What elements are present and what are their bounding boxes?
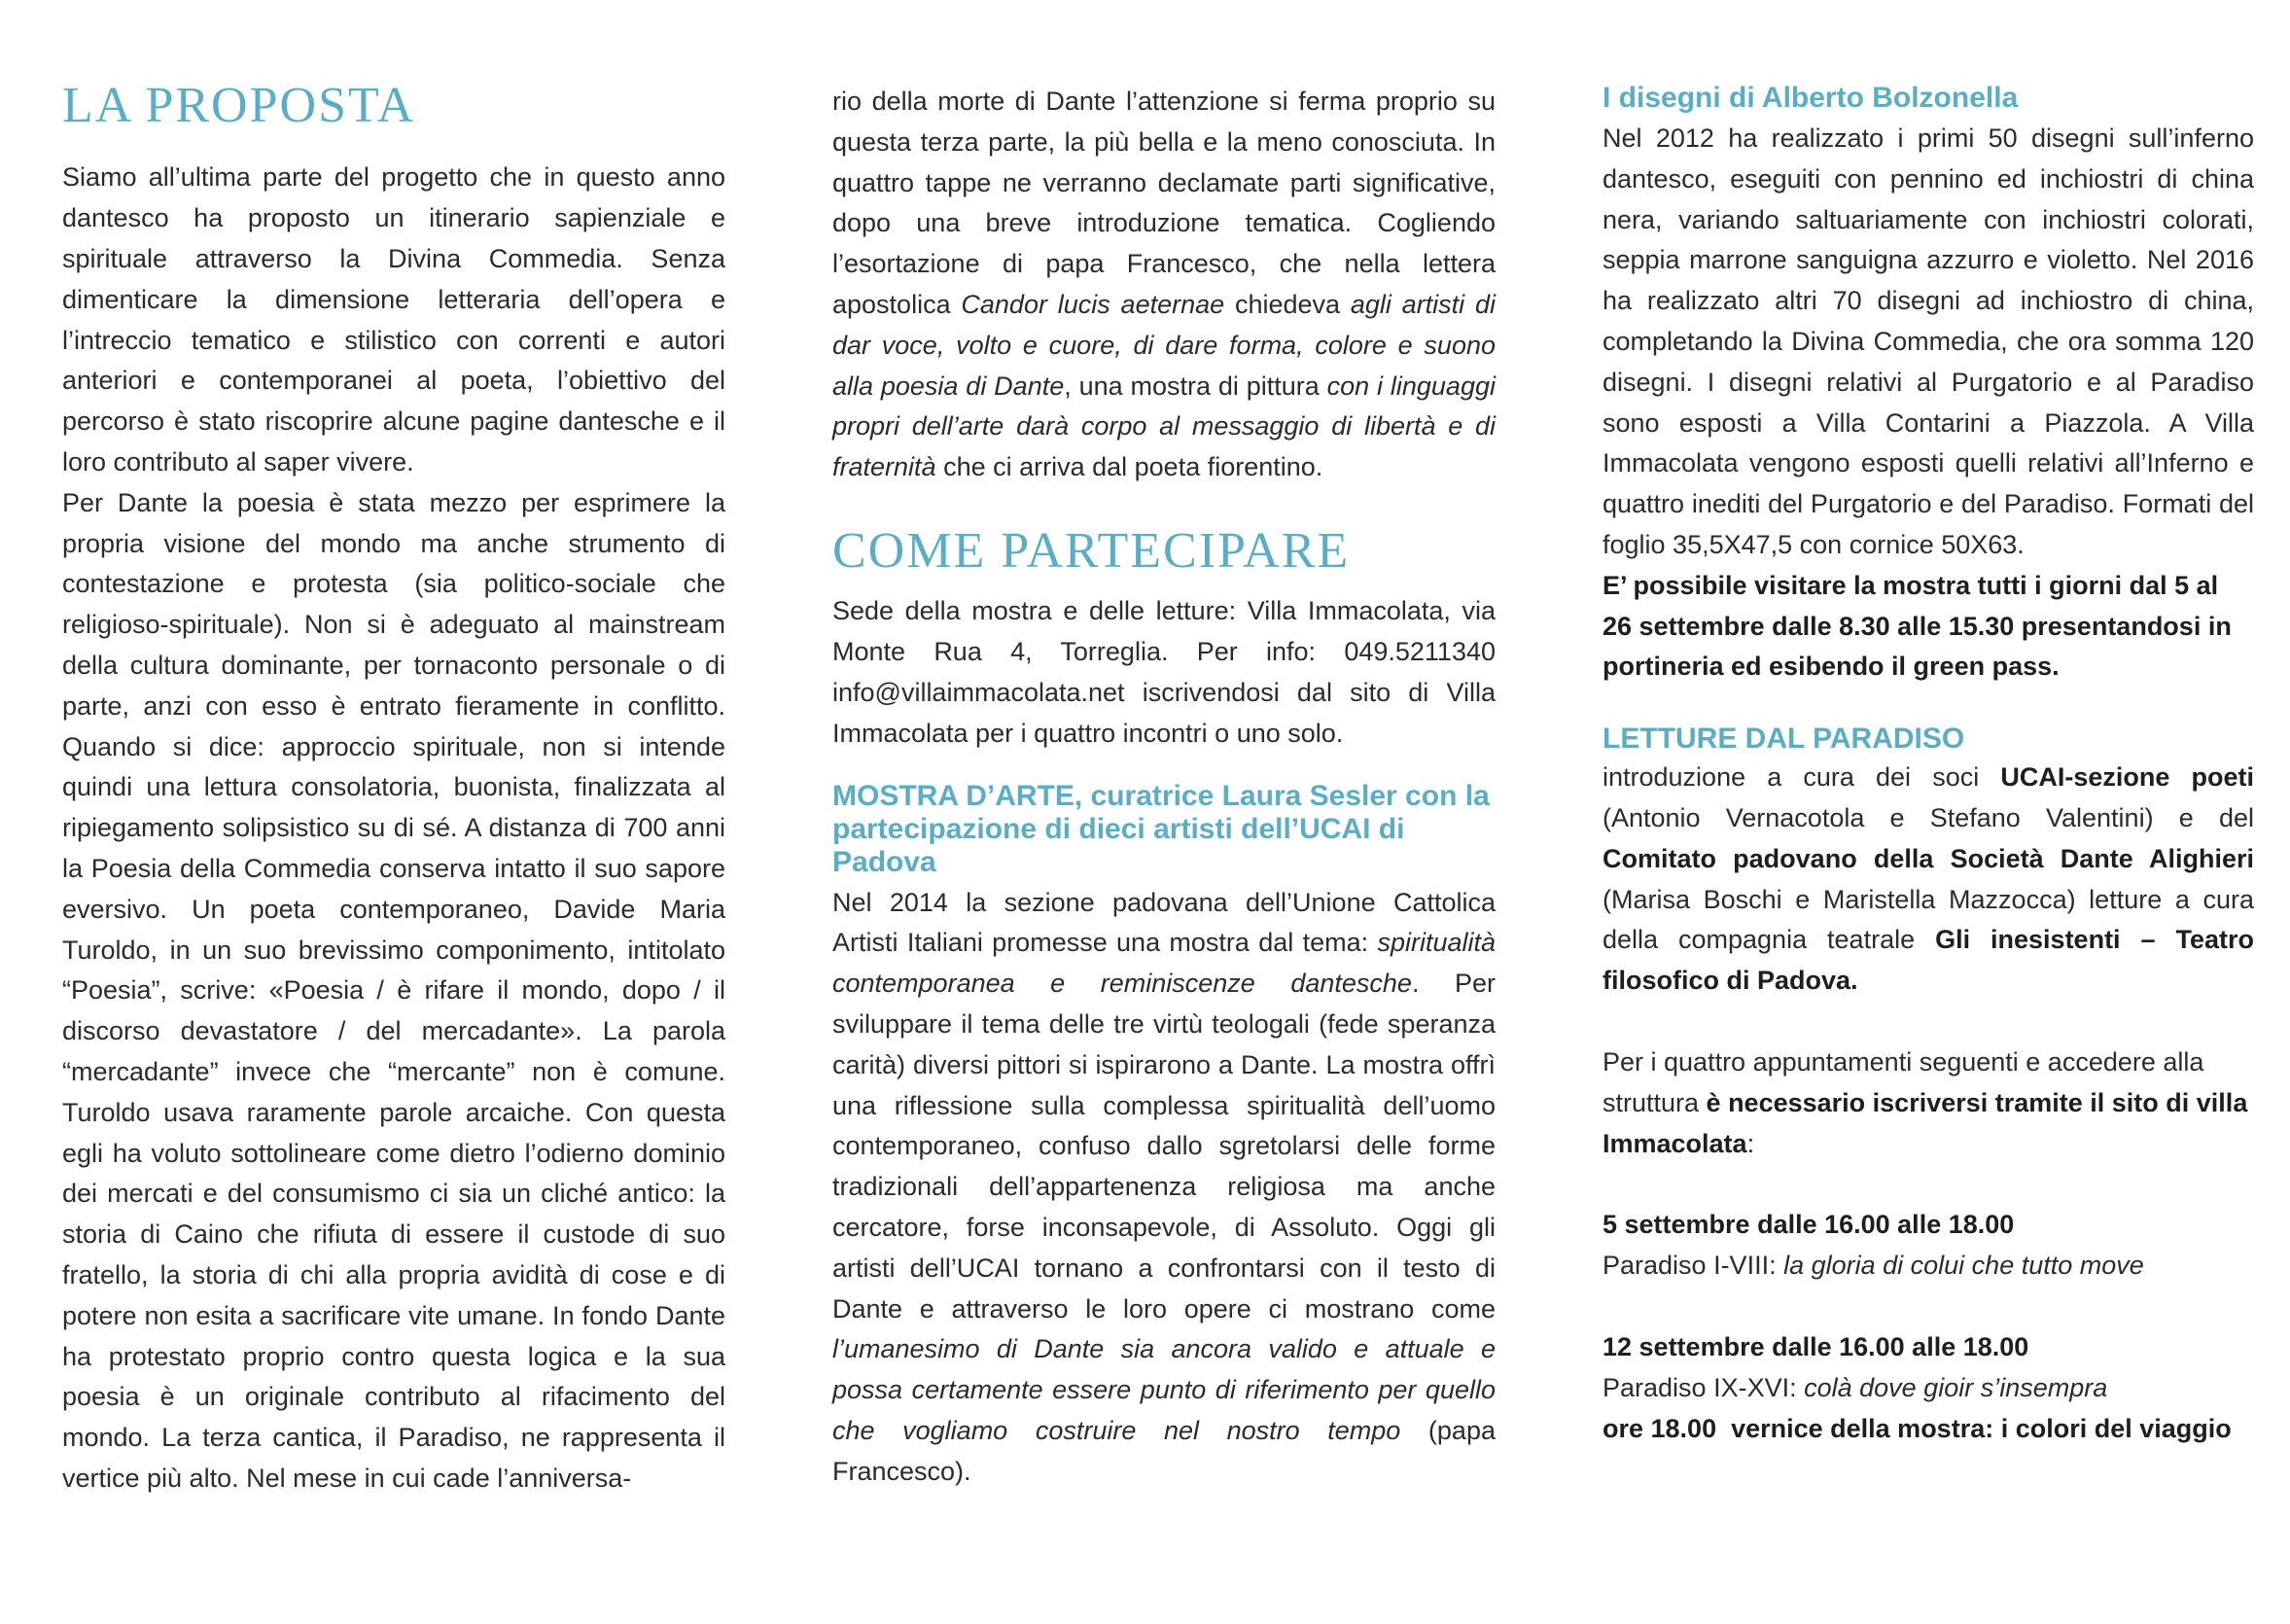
italic-segment: spiritualità contemporanea e reminiscenze dantesche [832, 928, 1496, 999]
registration-paragraph [1603, 1042, 2254, 1164]
heading-letture: LETTURE DAL PARADISO [1603, 723, 1965, 756]
text-segment: : [1746, 1128, 1755, 1158]
text-segment: Paradiso I-VIII: [1603, 1251, 1784, 1281]
italic-segment: agli artisti di dar voce, volto e cuore, di dare forma, colore e suono alla poesia di Dante [832, 289, 1496, 401]
text-segment: Per i quattro appuntamenti seguenti e accedere alla struttura [1603, 1046, 2204, 1117]
spacer [1603, 1164, 2254, 1205]
text-segment: che ci arriva dal poeta fiorentino. [935, 452, 1323, 482]
text-segment: (Antonio Vernacotola e Stefano Valentini) e del [1603, 802, 2254, 832]
event-1-title [1603, 1246, 2254, 1287]
proposta-paragraph-1: Siamo all’ultima parte del progetto che in questo anno dantesco ha proposto un itinerario sapienziale e spirituale attraverso la Divina Commedia. Senza dimenticare la dimensione letteraria dell’opera e l’intreccio tematico e stilistico con correnti e autori anteriori e contemporanei al poeta, l’obiettivo del percorso è stato riscoprire alcune pagine dantesche e il loro contributo al saper vivere. [62, 162, 725, 477]
bold-segment: Gli inesistenti – Teatro filosofico di Padova. [1603, 925, 2254, 996]
disegni-paragraph: Nel 2012 ha realizzato i primi 50 disegni sull’inferno dantesco, eseguiti con pennino ed inchiostri di china nera, variando saltuariamente con inchiostri colorati, seppia marrone sanguigna azzurro e violetto. Nel 2016 ha realizzato altri 70 disegni ad inchiostro di china, completando la Divina Commedia, che ora somma 120 disegni. I disegni relativi al Purgatorio e al Paradiso sono esposti a Villa Contarini a Piazzola. A Villa Immacolata vengono esposti quelli relativi all’Inferno e quattro inediti del Purgatorio e del Paradiso. Formati del foglio 35,5X47,5 con cornice 50X63. [1603, 124, 2254, 559]
text-segment: Paradiso IX-XVI: [1603, 1372, 1805, 1402]
text-segment: rio della morte di Dante l’attenzione si ferma proprio su questa terza parte, la più bella e la meno conosciuta. In quattro tappe ne verranno declamate parti significative, dopo una breve introduzione tematica. Cogliendo l’esortazione di papa Francesco, che nella lettera apostolica [832, 87, 1496, 319]
proposta-continuation [832, 82, 1496, 488]
heading-disegni: I disegni di Alberto Bolzonella [1603, 82, 2019, 114]
text-segment: (Marisa Boschi e Maristella Mazzocca) letture a cura della compagnia teatrale [1603, 884, 2254, 955]
text-segment: . Per sviluppare il tema delle tre virtù teologali (fede speranza carità) diversi pittori si ispirarono a Dante. La mostra offrì una riflessione sulla complessa spiritualità dell’uomo contemporaneo, confuso dallo sgretolarsi delle forme tradizionali dell’appartenenza religiosa ma anche cercatore, forse inconsapevole, di Assoluto. Oggi gli artisti dell’UCAI tornano a confrontarsi con il testo di Dante e attraverso le loro opere ci mostrano come [832, 969, 1496, 1324]
italic-segment: l’umanesimo di Dante sia ancora valido e attuale e possa certamente essere punto di riferimento per quello che vogliamo costruire nel nostro tempo [832, 1334, 1496, 1445]
italic-segment: Candor lucis aeternae [961, 289, 1225, 319]
italic-segment: con i linguaggi propri dell’arte darà corpo al messaggio di libertà e di fraternità [832, 371, 1496, 482]
mostra-paragraph [832, 883, 1496, 1493]
bold-segment: è necessario iscriversi tramite il sito di villa Immacolata [1603, 1087, 2248, 1158]
text-segment: Nel 2014 la sezione padovana dell’Unione Cattolica Artisti Italiani promesse una mostra dal tema: [832, 887, 1496, 958]
heading-la-proposta: LA PROPOSTA [62, 78, 416, 133]
visit-info-bold: E’ possibile visitare la mostra tutti i giorni dal 5 al 26 settembre dalle 8.30 alle 15.30 presentandosi in portineria ed esibendo il green pass. [1603, 570, 2232, 682]
text-segment: , una mostra di pittura [1064, 371, 1327, 401]
text-segment: introduzione a cura dei soci [1603, 762, 2001, 793]
event-2-title [1603, 1368, 2254, 1409]
proposta-paragraph-2: Per Dante la poesia è stata mezzo per esprimere la propria visione del mondo ma anche strumento di contestazione e protesta (sia politico-sociale che religioso-spirituale). Non si è adeguato al mainstream della cultura dominante, per tornaconto personale o di parte, anzi con esso è entrato fieramente in conflitto. Quando si dice: approccio spirituale, non si intende quindi una lettura consolatoria, buonista, finalizzata al ripiegamento solipsistico su di sé. A distanza di 700 anni la Poesia della Commedia conserva intatto il suo sapore eversivo. Un poeta contemporaneo, Davide Maria Turoldo, in un suo brevissimo componimento, intitolato “Poesia”, scrive: «Poesia / è rifare il mondo, dopo / il discorso devastatore / del mercadante». La parola “mercadante” invece che “mercante” non è comune. Turoldo usava raramente parole arcaiche. Con questa egli ha voluto sottolineare come dietro l’odierno dominio dei mercati e del consumismo ci sia un cliché antico: la storia di Caino che rifiuta di essere il custode di suo fratello, la storia di chi alla propria avidità di cose e di potere non esita a sacrificare vite umane. In fondo Dante ha protestato proprio contro questa logica e la sua poesia è un originale contributo al rifacimento del mondo. La terza cantica, il Paradiso, ne rappresenta il vertice più alto. Nel mese in cui cade l’anniversa- [62, 487, 725, 1493]
italic-segment: colà dove gioir s’insempra [1804, 1372, 2108, 1402]
column-partecipare [832, 82, 1496, 1493]
bold-segment: UCAI-sezione poeti [2000, 762, 2254, 793]
column-proposta [62, 76, 725, 1500]
event-1-date: 5 settembre dalle 16.00 alle 18.00 [1603, 1210, 2015, 1240]
event-2-date: 12 settembre dalle 16.00 alle 18.00 [1603, 1331, 2029, 1361]
bold-segment: Comitato padovano della Società Dante Alighieri [1603, 843, 2254, 873]
spacer [1603, 1002, 2254, 1042]
spacer [1603, 1287, 2254, 1327]
column-disegni [1603, 82, 2254, 1449]
text-segment: (papa Francesco). [832, 1415, 1496, 1486]
italic-segment: la gloria di colui che tutto move [1783, 1251, 2144, 1281]
letture-paragraph [1603, 758, 2254, 1002]
text-segment: chiedeva [1224, 289, 1351, 319]
heading-mostra-arte: MOSTRA D’ARTE, curatrice Laura Sesler con la partecipazione di dieci artisti dell’UCAI di Padova [832, 779, 1490, 878]
venue-info-paragraph: Sede della mostra e delle letture: Villa Immacolata, via Monte Rua 4, Torreglia. Per info: 049.5211340 info@villaimmacolata.net iscrivendosi dal sito di Villa Immacolata per i quattro incontri o uno solo. [832, 596, 1496, 748]
event-2-vernice: ore 18.00 vernice della mostra: i colori del viaggio [1603, 1413, 2232, 1443]
heading-come-partecipare: COME PARTECIPARE [832, 522, 1351, 579]
